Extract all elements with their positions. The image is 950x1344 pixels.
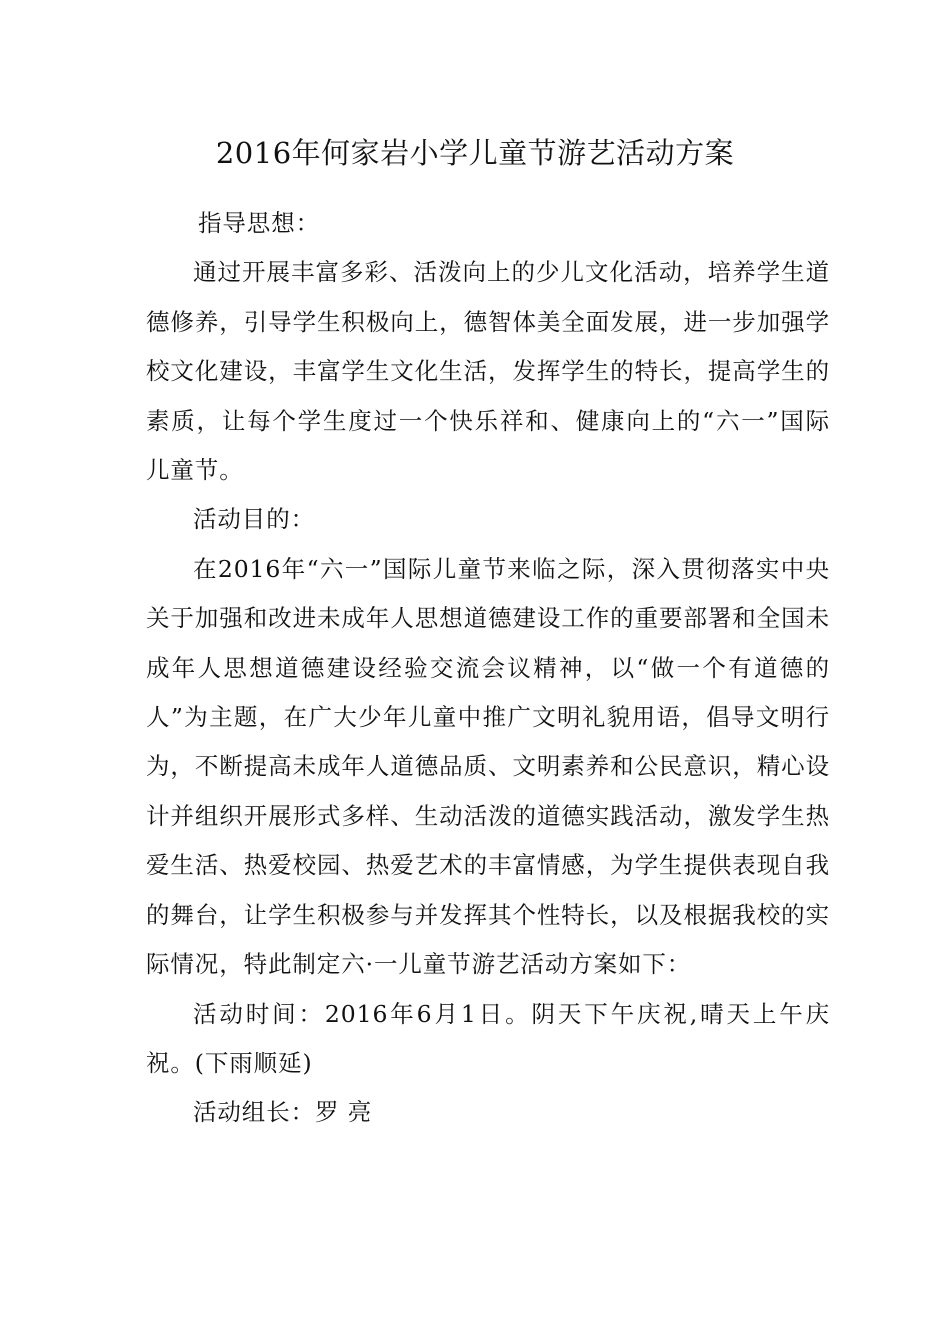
document-title: 2016年何家岩小学儿童节游艺活动方案: [215, 136, 735, 170]
paragraph-activity-time: 活动时间：2016年6月1日。阴天下午庆祝,晴天上午庆祝。(下雨顺延): [146, 999, 830, 1077]
document-body: [146, 199, 830, 1138]
paragraph-guiding-thought: 通过开展丰富多彩、活泼向上的少儿文化活动，培养学生道德修养，引导学生积极向上，德智体美全面发展，进一步加强学校文化建设，丰富学生文化生活，发挥学生的特长，提高学生的素质，让每个学生度过一个快乐祥和、健康向上的“六一”国际儿童节。: [146, 258, 830, 485]
paragraph-activity-leader: 活动组长：罗 亮: [193, 1098, 373, 1127]
section-heading-guiding-thought: 指导思想：: [198, 209, 320, 237]
paragraph-purpose: 在2016年“六一”国际儿童节来临之际，深入贯彻落实中央关于加强和改进未成年人思想道德建设工作的重要部署和全国未成年人思想道德建设经验交流会议精神，以“做一个有道德的人”为主题，在广大少年儿童中推广文明礼貌用语，倡导文明行为，不断提高未成年人道德品质、文明素养和公民意识，精心设计并组织开展形式多样、生动活泼的道德实践活动，激发学生热爱生活、热爱校园、热爱艺术的丰富情感，为学生提供表现自我的舞台，让学生积极参与并发挥其个性特长，以及根据我校的实际情况，特此制定六·一儿童节游艺活动方案如下：: [146, 554, 830, 979]
section-heading-purpose: 活动目的：: [193, 505, 315, 534]
